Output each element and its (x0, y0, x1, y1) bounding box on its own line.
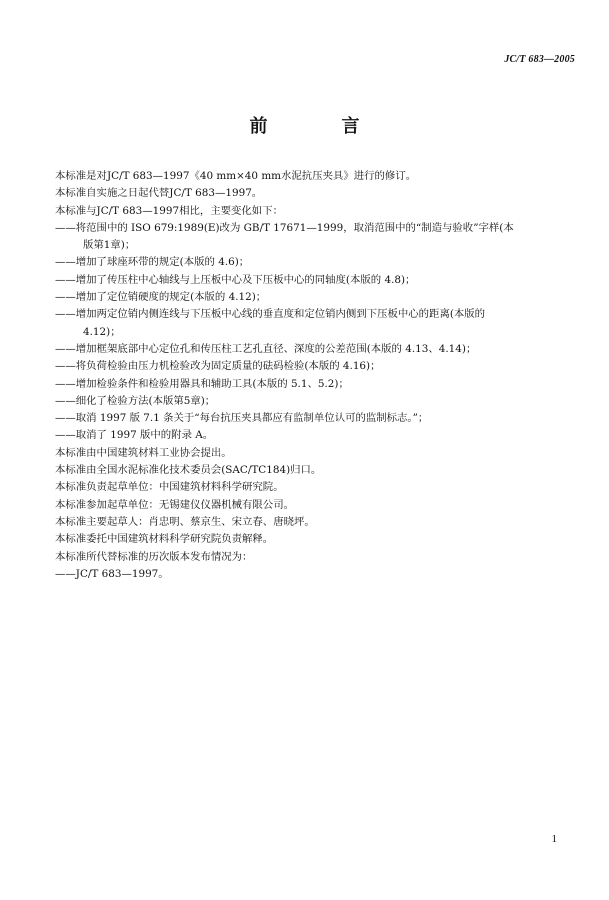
text-line: 本标准与JC/T 683—1997相比，主要变化如下： (55, 204, 283, 217)
text-line: 本标准主要起草人：肖忠明、蔡京生、宋立春、唐晓坪。 (55, 515, 315, 528)
text-line: ——增加检验条件和检验用器具和辅助工具(本版的 5.1、5.2)； (55, 377, 349, 390)
text-line: ——增加框架底部中心定位孔和传压柱工艺孔直径、深度的公差范围(本版的 4.13、4.14)； (55, 342, 477, 355)
text-line: ——增加两定位销内侧连线与下压板中心线的垂直度和定位销内侧到下压板中心的距离(本版的 (55, 308, 486, 321)
text-line: 本标准参加起草单位：无锡建仪仪器机械有限公司。 (55, 498, 294, 511)
text-line: 本标准委托中国建筑材料科学研究院负责解释。 (55, 533, 274, 546)
text-line: 本标准由全国水泥标准化技术委员会(SAC/TC184)归口。 (55, 464, 322, 477)
standard-code: JC/T 683—2005 (504, 54, 575, 65)
text-line: 4.12)； (83, 325, 121, 338)
text-line: 本标准由中国建筑材料工业协会提出。 (55, 446, 232, 459)
text-line: ——取消了 1997 版中的附录 A。 (55, 429, 214, 442)
page-title: 前 言 (249, 116, 388, 137)
text-line: ——JC/T 683—1997。 (55, 567, 169, 580)
text-line: 本标准是对JC/T 683—1997《40 mm×40 mm水泥抗压夹具》进行的修订。 (55, 170, 417, 182)
text-line: 本标准所代替标准的历次版本发布情况为： (55, 550, 253, 563)
foreword-body (55, 168, 580, 583)
text-line: ——增加了定位销硬度的规定(本版的 4.12)； (55, 291, 267, 304)
text-line: ——将范围中的 ISO 679:1989(E)改为 GB/T 17671—1999，取消范围中的“制造与验收”字样(本 (55, 221, 514, 234)
text-line: ——增加了球座环带的规定(本版的 4.6)； (55, 256, 250, 269)
text-line: 版第1章)； (83, 239, 136, 252)
text-line: ——细化了检验方法(本版第5章)； (55, 394, 216, 407)
text-line: 本标准负责起草单位：中国建筑材料科学研究院。 (55, 481, 284, 494)
text-line: ——将负荷检验由压力机检验改为固定质量的砝码检验(本版的 4.16)； (55, 360, 381, 373)
text-line: 本标准自实施之日起代替JC/T 683—1997。 (55, 187, 263, 200)
text-line: ——取消 1997 版 7.1 条关于“每台抗压夹具都应有监制单位认可的监制标志。”； (55, 412, 429, 425)
text-line: ——增加了传压柱中心轴线与上压板中心及下压板中心的同轴度(本版的 4.8)； (55, 273, 416, 286)
page-number: 1 (551, 833, 557, 845)
